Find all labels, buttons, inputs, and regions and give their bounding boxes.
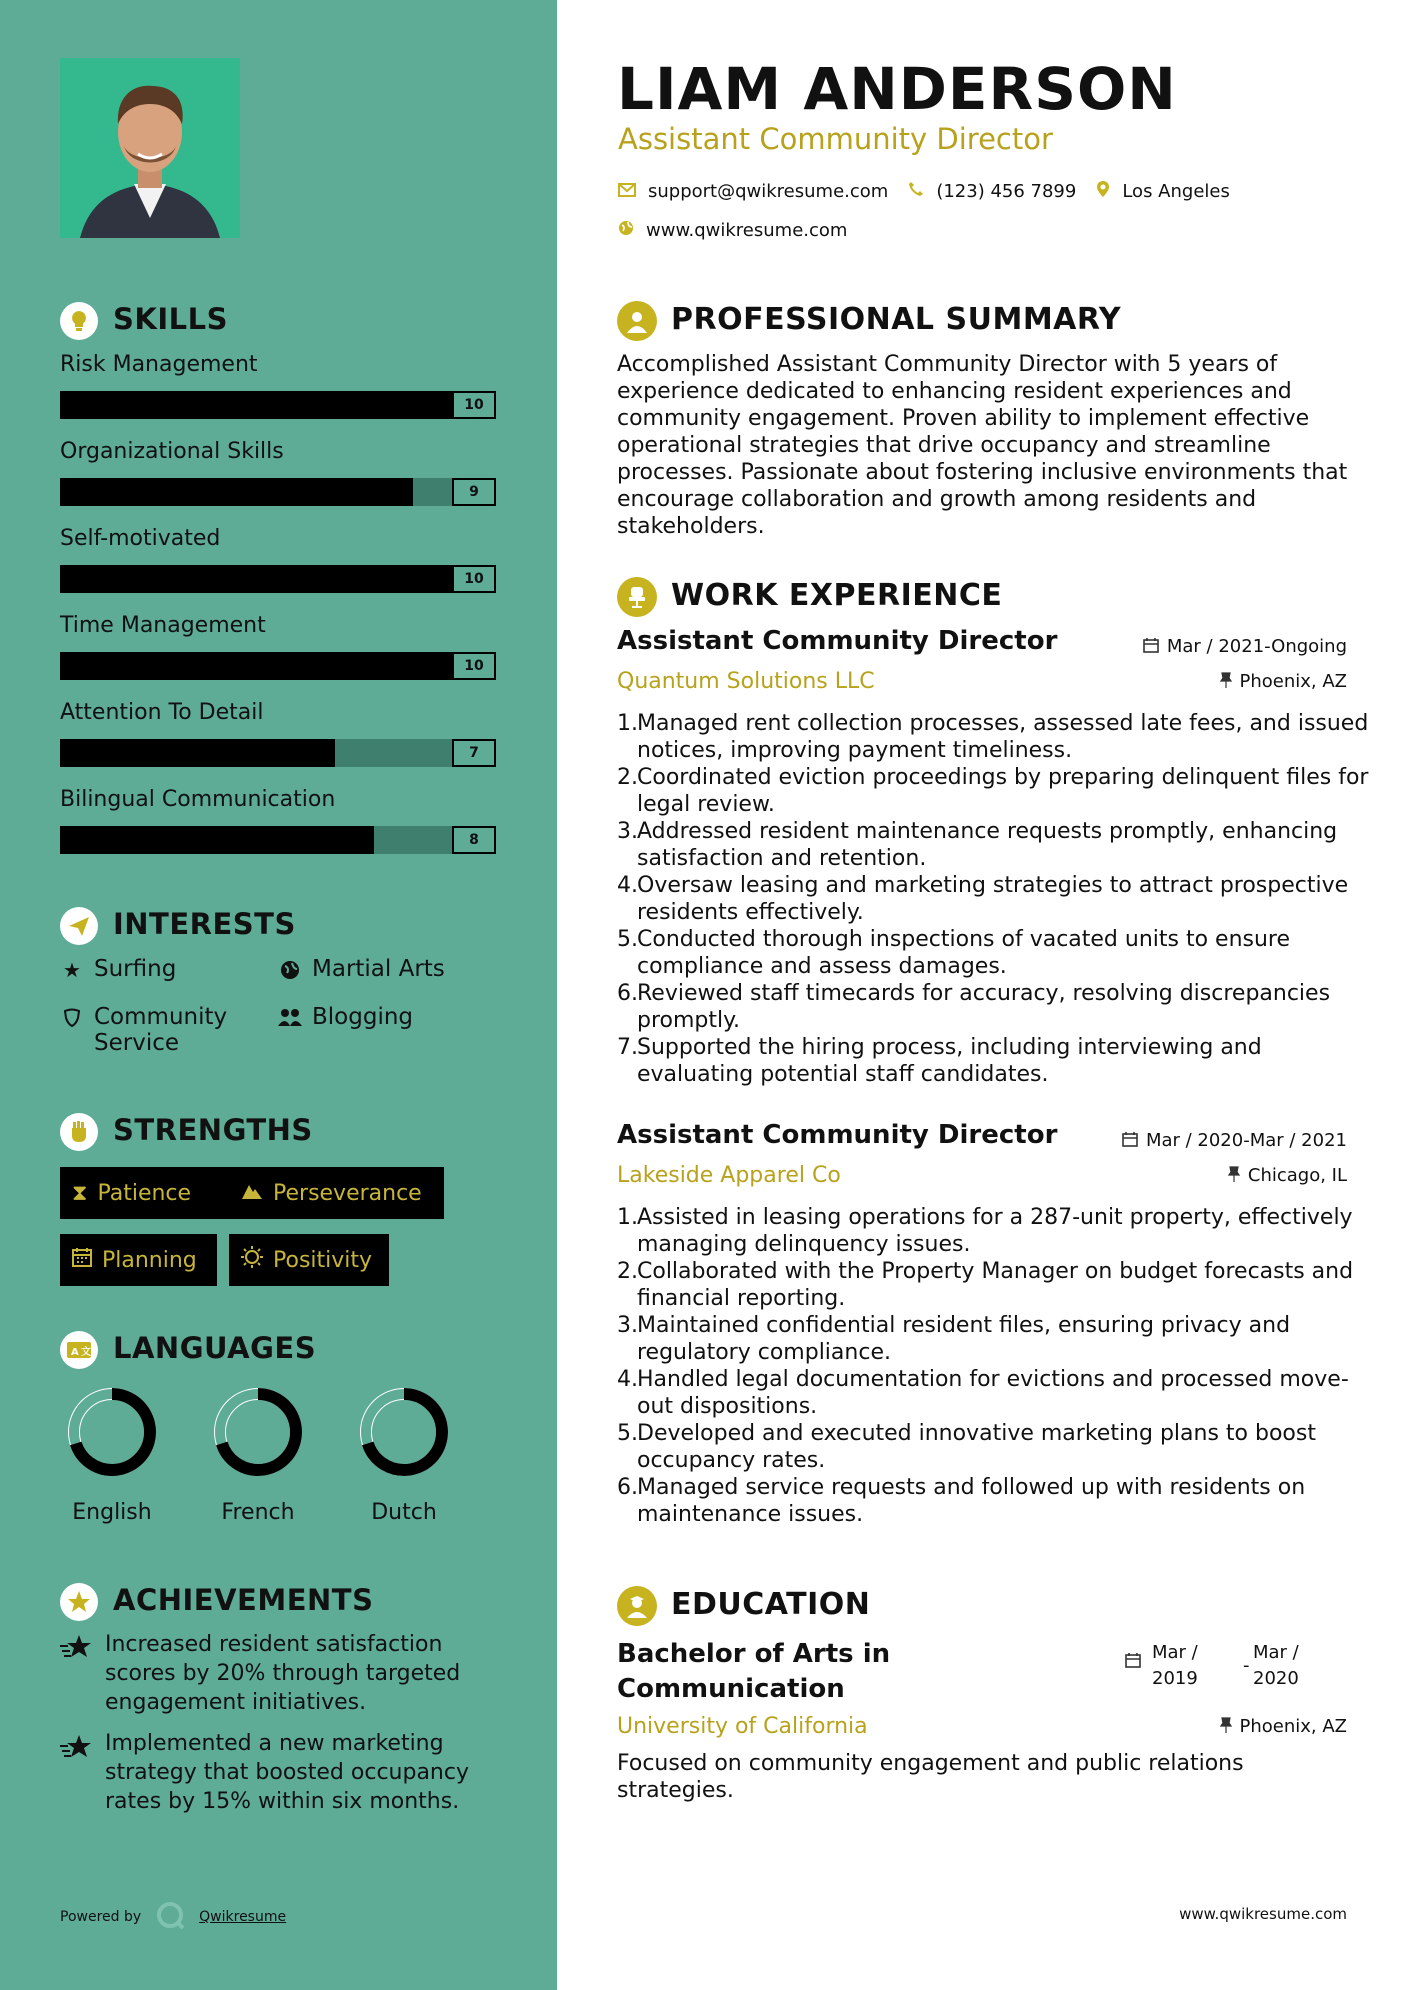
languages-heading: LANGUAGES [113,1331,317,1365]
duty-item [617,818,1377,872]
education-location [1220,1716,1348,1737]
powered-by-label: Powered by [60,1909,142,1925]
skill-bar [60,739,496,767]
skills-heading: SKILLS [113,302,228,336]
duty-number: 4. [617,1367,638,1392]
strength-chip [229,1234,389,1286]
shield-icon [60,1006,84,1030]
skill-bar-fill [60,478,413,506]
sidebar [0,0,557,1990]
school-name: University of California [617,1714,868,1739]
duty-number: 4. [617,873,638,898]
footer-website[interactable]: www.qwikresume.com [1179,1905,1347,1923]
user-icon [617,301,657,341]
duty-number: 6. [617,1475,638,1500]
duty-text: Supported the hiring process, including interviewing and evaluating potential staff candidates. [637,1035,1262,1087]
star-icon: ★ [63,958,81,982]
language-gauge [64,1384,160,1484]
candidate-name: LIAM ANDERSON [617,55,1177,123]
website-row [618,220,847,241]
duty-number: 5. [617,1421,638,1446]
skill-score: 10 [452,391,496,419]
duty-text: Addressed resident maintenance requests promptly, enhancing satisfaction and retention. [637,819,1338,871]
duty-text: Maintained confidential resident files, ensuring privacy and regulatory compliance. [637,1313,1291,1365]
strength-label: Positivity [273,1247,373,1273]
sun-icon [241,1246,263,1274]
strength-label: Patience [97,1180,192,1206]
achievement-star-icon [60,1734,92,1764]
job-dates [1143,636,1347,657]
duty-item [617,1204,1377,1258]
duty-item [617,764,1377,818]
interests-heading: INTERESTS [113,907,296,941]
skill-label: Time Management [60,613,266,638]
duty-number: 5. [617,927,638,952]
skill-score: 8 [452,826,496,854]
svg-text:A: A [71,1347,79,1358]
skill-bar-fill [60,826,374,854]
job-dates-text: Mar / 2021-Ongoing [1166,636,1347,657]
hourglass-icon: ⧗ [72,1180,88,1206]
company-name: Quantum Solutions LLC [617,669,875,694]
qwikresume-logo-icon [155,1900,185,1934]
pushpin-icon [1220,1717,1232,1737]
pushpin-icon [1220,672,1232,692]
paper-plane-icon [60,907,98,945]
interest-item [60,956,260,982]
duty-item [617,1034,1377,1088]
email-link[interactable]: support@qwikresume.com [648,181,889,202]
duty-text: Coordinated eviction proceedings by preparing delinquent files for legal review. [637,765,1369,817]
graduate-icon [617,1586,657,1626]
duty-item [617,872,1377,926]
calendar-icon [1122,1131,1138,1151]
skill-score: 9 [452,478,496,506]
duty-text: Collaborated with the Property Manager on budget forecasts and financial reporting. [637,1259,1354,1311]
achievement-star-icon [60,1634,92,1664]
duty-item [617,980,1377,1034]
job-dates [1122,1130,1347,1151]
translate-icon [60,1331,98,1369]
skill-label: Risk Management [60,352,258,377]
language-gauge [210,1384,306,1484]
contact-row [618,180,1230,203]
skill-label: Attention To Detail [60,700,264,725]
users-icon [278,1006,302,1030]
calendar-icon [1143,637,1159,657]
skill-score: 7 [452,739,496,767]
duty-text: Handled legal documentation for evictions and processed move-out dispositions. [637,1367,1349,1419]
skill-bar-fill [60,739,335,767]
duty-text: Conducted thorough inspections of vacated units to ensure compliance and assess damages. [637,927,1291,979]
job-location-text: Phoenix, AZ [1239,671,1347,692]
strength-chip [229,1167,444,1219]
main-column [557,0,1407,1990]
svg-text:文: 文 [81,1347,91,1358]
duty-number: 7. [617,1035,638,1060]
achievement-item: Implemented a new marketing strategy that boosted occupancy rates by 15% within six months. [105,1731,469,1814]
duty-text: Managed service requests and followed up with residents on maintenance issues. [637,1475,1306,1527]
calendar-icon [72,1247,92,1273]
strengths-heading: STRENGTHS [113,1113,313,1147]
duty-item [617,1258,1377,1312]
duty-text: Managed rent collection processes, assessed late fees, and issued notices, improving payment timeliness. [637,711,1369,763]
skill-bar [60,565,496,593]
duty-number: 6. [617,981,638,1006]
interest-item [60,1004,260,1056]
job-duties [617,710,1377,1088]
date-separator: - [1243,1655,1250,1676]
education-start: Mar / 2019 [1152,1642,1198,1689]
skill-bar [60,652,496,680]
pushpin-icon [1228,1166,1240,1186]
calendar-icon [1125,1652,1141,1672]
duty-number: 1. [617,1205,638,1230]
job-duties [617,1204,1377,1528]
language-gauge [356,1384,452,1484]
duty-number: 2. [617,765,638,790]
duty-text: Reviewed staff timecards for accuracy, resolving discrepancies promptly. [637,981,1331,1033]
education-location-text: Phoenix, AZ [1239,1716,1347,1737]
chair-icon [617,577,657,617]
strength-chip [60,1167,230,1219]
location: Los Angeles [1122,181,1230,202]
duty-number: 3. [617,1313,638,1338]
mountain-icon [241,1181,263,1206]
experience-heading: WORK EXPERIENCE [671,578,1003,613]
map-pin-icon [1096,180,1110,203]
skill-label: Bilingual Communication [60,787,336,812]
degree: Bachelor of Arts in Communication [617,1639,891,1704]
skill-bar-fill [60,391,452,419]
summary-text: Accomplished Assistant Community Director with 5 years of experience dedicated to enhancing resident experiences and community engagement. Proven ability to implement effective operational strategies that drive occupancy and streamline processes. Passionate about fostering inclusive environments that encourage collaboration and growth among residents and stakeholders. [617,352,1348,539]
language-label: English [72,1500,152,1525]
skill-label: Self-motivated [60,526,221,551]
website-link[interactable]: www.qwikresume.com [646,220,848,241]
duty-item [617,1366,1377,1420]
profile-photo [60,58,240,238]
duty-item [617,1474,1377,1528]
skill-bar-fill [60,565,452,593]
powered-by [60,1900,286,1934]
duty-text: Oversaw leasing and marketing strategies to attract prospective residents effectively. [637,873,1349,925]
interest-label: Martial Arts [312,956,445,982]
job-dates-text: Mar / 2020-Mar / 2021 [1145,1130,1347,1151]
duty-item [617,1420,1377,1474]
language-label: Dutch [371,1500,437,1525]
globe-icon [618,220,634,241]
skill-score: 10 [452,652,496,680]
strength-label: Planning [102,1247,197,1273]
job-location [1220,671,1348,692]
duty-item [617,1312,1377,1366]
duty-number: 1. [617,711,638,736]
education-description: Focused on community engagement and public relations strategies. [617,1751,1244,1803]
skill-bar [60,826,496,854]
duty-item [617,926,1377,980]
phone-number[interactable]: (123) 456 7899 [936,181,1077,202]
strength-chip [60,1234,217,1286]
skill-bar-fill [60,652,452,680]
skill-label: Organizational Skills [60,439,284,464]
achievement-item: Increased resident satisfaction scores by 20% through targeted engagement initiatives. [105,1632,461,1715]
fist-icon [60,1113,98,1151]
job-location [1228,1165,1347,1186]
lightbulb-icon [60,302,98,340]
phone-icon [908,181,924,202]
duty-text: Assisted in leasing operations for a 287-unit property, effectively managing delinquency issues. [637,1205,1353,1257]
summary-heading: PROFESSIONAL SUMMARY [671,302,1122,337]
interest-label: Blogging [312,1004,414,1030]
duty-item [617,710,1377,764]
achievements-heading: ACHIEVEMENTS [113,1583,374,1617]
job-title: Assistant Community Director [617,626,1058,656]
skill-score: 10 [452,565,496,593]
globe-icon [278,958,302,982]
qwikresume-link[interactable]: Qwikresume [199,1909,287,1925]
job-location-text: Chicago, IL [1247,1165,1347,1186]
interest-label: Surfing [94,956,177,982]
skill-bar [60,391,496,419]
language-label: French [221,1500,295,1525]
duty-number: 3. [617,819,638,844]
duty-text: Developed and executed innovative marketing plans to boost occupancy rates. [637,1421,1316,1473]
envelope-icon [618,181,636,202]
strength-label: Perseverance [273,1180,422,1206]
skill-bar [60,478,496,506]
interest-label: Community Service [94,1004,228,1056]
education-end: Mar / 2020 [1253,1642,1299,1689]
duty-number: 2. [617,1259,638,1284]
company-name: Lakeside Apparel Co [617,1163,841,1188]
job-title: Assistant Community Director [617,1120,1058,1150]
interest-item [278,1004,498,1030]
star-badge-icon [60,1583,98,1621]
education-heading: EDUCATION [671,1587,871,1622]
candidate-role: Assistant Community Director [618,122,1053,156]
interest-item [278,956,498,982]
